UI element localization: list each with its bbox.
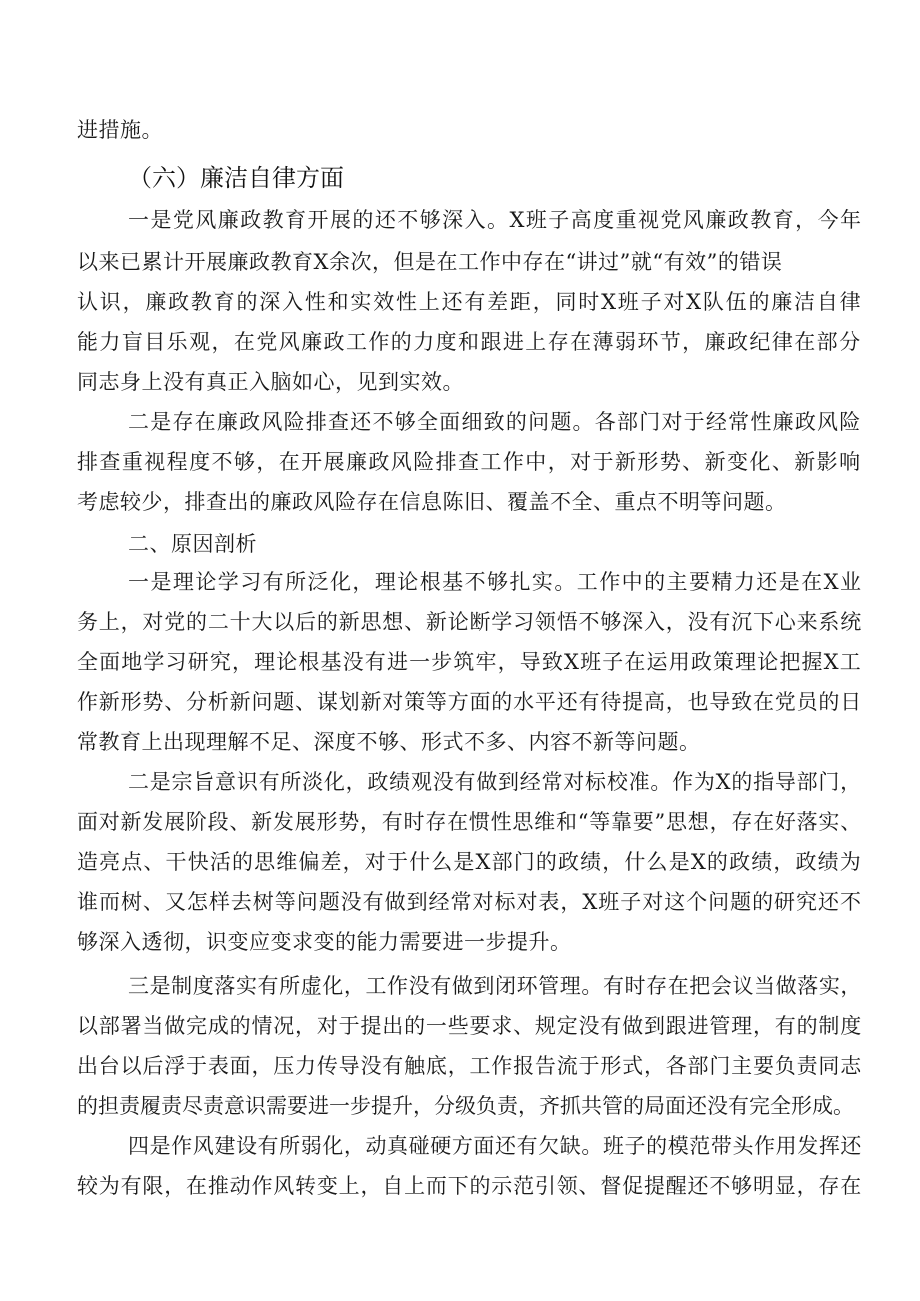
text-line: 一是党风廉政教育开展的还不够深入。X班子高度重视党风廉政教育，今年 [128, 208, 863, 232]
text-line: 三是制度落实有所虚化，工作没有做到闭环管理。有时存在把会议当做落实， [128, 974, 862, 998]
text-line: 面对新发展阶段、新发展形势，有时存在惯性思维和“等靠要”思想，存在好落实、 [77, 810, 862, 834]
text-line: 以部署当做完成的情况，对于提出的一些要求、规定没有做到跟进管理，有的制度 [77, 1014, 862, 1038]
text-line: 同志身上没有真正入脑如心，见到实效。 [77, 370, 464, 394]
text-line: 进措施。 [77, 118, 163, 142]
text-line: 能力盲目乐观，在党风廉政工作的力度和跟进上存在薄弱环节，廉政纪律在部分 [77, 330, 862, 354]
subsection-title: 二、原因剖析 [128, 532, 257, 556]
text-line: 的担责履责尽责意识需要进一步提升，分级负责，齐抓共管的局面还没有完全形成。 [77, 1094, 854, 1118]
text-line: 认识，廉政教育的深入性和实效性上还有差距，同时X班子对X队伍的廉洁自律 [77, 290, 863, 314]
text-line: 谁而树、又怎样去树等问题没有做到经常对标对表，X班子对这个问题的研究还不 [77, 890, 862, 914]
text-line: 考虑较少，排查出的廉政风险存在信息陈旧、覆盖不全、重点不明等问题。 [77, 490, 787, 514]
text-line: 造亮点、干快活的思维偏差，对于什么是X部门的政绩，什么是X的政绩，政绩为 [77, 850, 862, 874]
text-line: 出台以后浮于表面，压力传导没有触底，工作报告流于形式，各部门主要负责同志 [77, 1054, 862, 1078]
text-line: 以来已累计开展廉政教育X余次，但是在工作中存在“讲过”就“有效”的错误 [77, 250, 783, 274]
text-line: 四是作风建设有所弱化，动真碰硬方面还有欠缺。班子的模范带头作用发挥还 [128, 1134, 862, 1158]
text-line: 一是理论学习有所泛化，理论根基不够扎实。工作中的主要精力还是在X业 [128, 570, 863, 594]
text-line: 务上，对党的二十大以后的新思想、新论断学习领悟不够深入，没有沉下心来系统 [77, 610, 862, 634]
text-line: 够深入透彻，识变应变求变的能力需要进一步提升。 [77, 930, 572, 954]
text-line: 作新形势、分析新问题、谋划新对策等方面的水平还有待提高，也导致在党员的日 [77, 690, 862, 714]
text-line: 常教育上出现理解不足、深度不够、形式不多、内容不新等问题。 [77, 730, 701, 754]
text-line: 全面地学习研究，理论根基没有进一步筑牢，导致X班子在运用政策理论把握X工 [77, 650, 862, 674]
text-line: 二是存在廉政风险排查还不够全面细致的问题。各部门对于经常性廉政风险 [128, 410, 862, 434]
text-line: 排查重视程度不够，在开展廉政风险排查工作中，对于新形势、新变化、新影响 [77, 450, 862, 474]
text-line: 二是宗旨意识有所淡化，政绩观没有做到经常对标校准。作为X的指导部门， [128, 770, 862, 794]
section-heading: （六）廉洁自律方面 [128, 164, 344, 192]
text-line: 较为有限，在推动作风转变上，自上而下的示范引领、督促提醒还不够明显，存在 [77, 1174, 862, 1198]
